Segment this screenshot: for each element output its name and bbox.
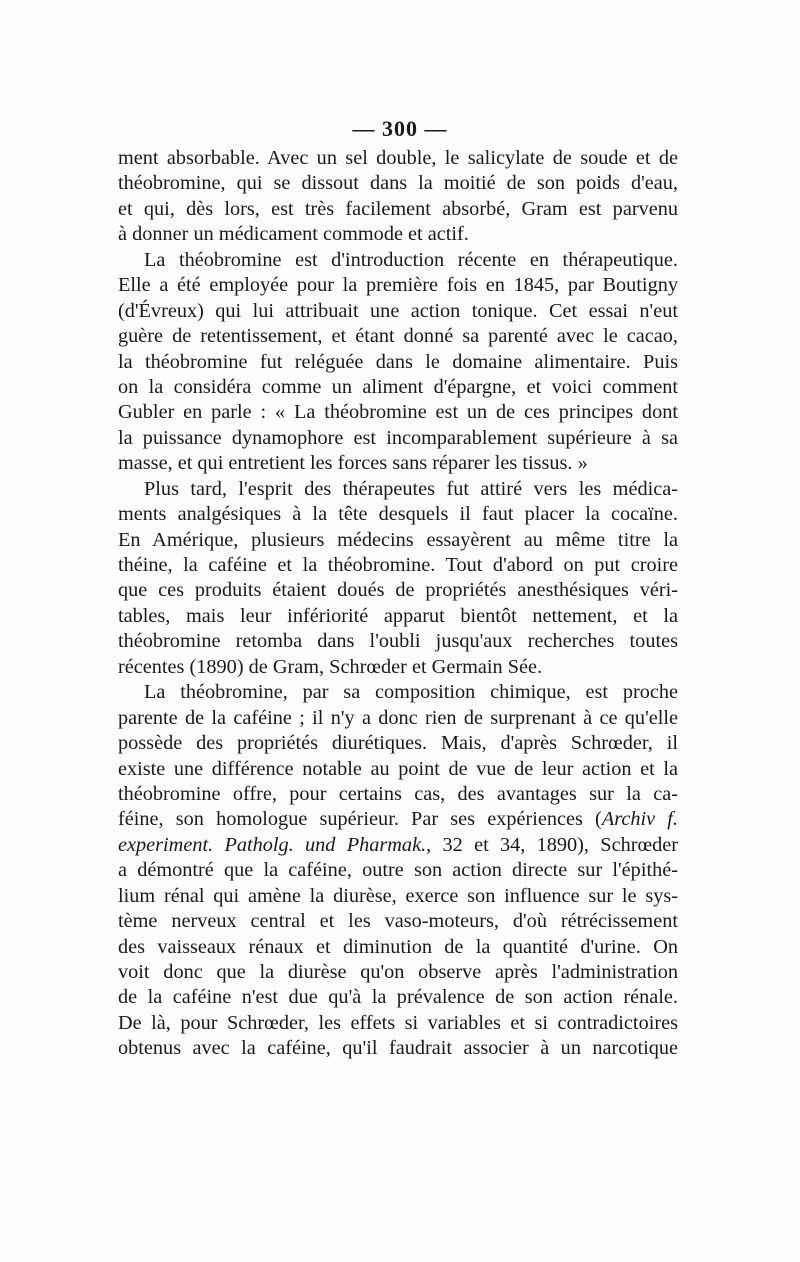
text-line: de la caféine n'est due qu'à la prévalence de son action rénale. xyxy=(118,986,678,1009)
text-line: tables, mais leur infériorité apparut bientôt nettement, et la xyxy=(118,604,678,627)
text-line: existe une différence notable au point de vue de leur action et la xyxy=(118,757,678,780)
body-text xyxy=(118,146,678,1062)
text-fragment: , 32 et 34, 1890), Schrœder xyxy=(426,833,679,856)
text-line: guère de retentissement, et étant donné sa parenté avec le cacao, xyxy=(118,325,678,348)
text-line: masse, et qui entretient les forces sans réparer les tissus. » xyxy=(118,452,588,475)
text-line: Plus tard, l'esprit des thérapeutes fut attiré vers les médica- xyxy=(144,477,678,500)
text-line: En Amérique, plusieurs médecins essayèrent au même titre la xyxy=(118,528,678,551)
text-line: obtenus avec la caféine, qu'il faudrait associer à un narcotique xyxy=(118,1037,678,1060)
text-line: et qui, dès lors, est très facilement absorbé, Gram est parvenu xyxy=(118,197,678,220)
text-line: on la considéra comme un aliment d'épargne, et voici comment xyxy=(118,375,678,398)
text-line: parente de la caféine ; il n'y a donc rien de surprenant à ce qu'elle xyxy=(118,706,678,729)
text-line: La théobromine est d'introduction récente en thérapeutique. xyxy=(144,248,678,271)
text-line: Elle a été employée pour la première fois en 1845, par Boutigny xyxy=(118,274,678,297)
text-line: Gubler en parle : « La théobromine est un de ces principes dont xyxy=(118,401,678,424)
text-line: que ces produits étaient doués de propriétés anesthésiques véri- xyxy=(118,579,678,602)
italic-fragment: Archiv f. xyxy=(601,808,678,831)
text-line: De là, pour Schrœder, les effets si variables et si contradictoires xyxy=(118,1011,678,1034)
text-line: a démontré que la caféine, outre son action directe sur l'épithé- xyxy=(118,859,678,882)
text-fragment: féine, son homologue supérieur. Par ses expériences ( xyxy=(118,808,602,831)
text-line: théobromine, qui se dissout dans la moitié de son poids d'eau, xyxy=(118,172,678,195)
text-line: possède des propriétés diurétiques. Mais, d'après Schrœder, il xyxy=(118,732,678,755)
text-line: la puissance dynamophore est incomparablement supérieure à sa xyxy=(118,426,678,449)
text-line: (d'Évreux) qui lui attribuait une action tonique. Cet essai n'eut xyxy=(118,299,678,322)
text-line: ment absorbable. Avec un sel double, le salicylate de soude et de xyxy=(118,147,678,169)
text-line: lium rénal qui amène la diurèse, exerce son influence sur le sys- xyxy=(118,884,678,907)
italic-fragment: experiment. Patholg. und Pharmak. xyxy=(118,833,427,856)
text-line xyxy=(118,807,678,832)
text-line xyxy=(118,833,678,858)
text-line: des vaisseaux rénaux et diminution de la quantité d'urine. On xyxy=(118,935,678,958)
text-line: ments analgésiques à la tête desquels il faut placer la cocaïne. xyxy=(118,503,678,526)
text-line: à donner un médicament commode et actif. xyxy=(118,223,469,246)
text-line: théobromine retomba dans l'oubli jusqu'aux recherches toutes xyxy=(118,630,678,653)
text-line: voit donc que la diurèse qu'on observe après l'administration xyxy=(118,961,678,983)
text-line: tème nerveux central et les vaso-moteurs, d'où rétrécissement xyxy=(118,910,678,933)
text-line: la théobromine fut reléguée dans le domaine alimentaire. Puis xyxy=(118,350,678,373)
text-line: théine, la caféine et la théobromine. Tout d'abord on put croire xyxy=(118,554,678,576)
text-line: théobromine offre, pour certains cas, des avantages sur la ca- xyxy=(118,782,678,805)
page-number: — 300 — xyxy=(352,116,448,141)
text-line: La théobromine, par sa composition chimique, est proche xyxy=(144,681,678,704)
text-line: récentes (1890) de Gram, Schrœder et Germain Sée. xyxy=(118,655,543,678)
